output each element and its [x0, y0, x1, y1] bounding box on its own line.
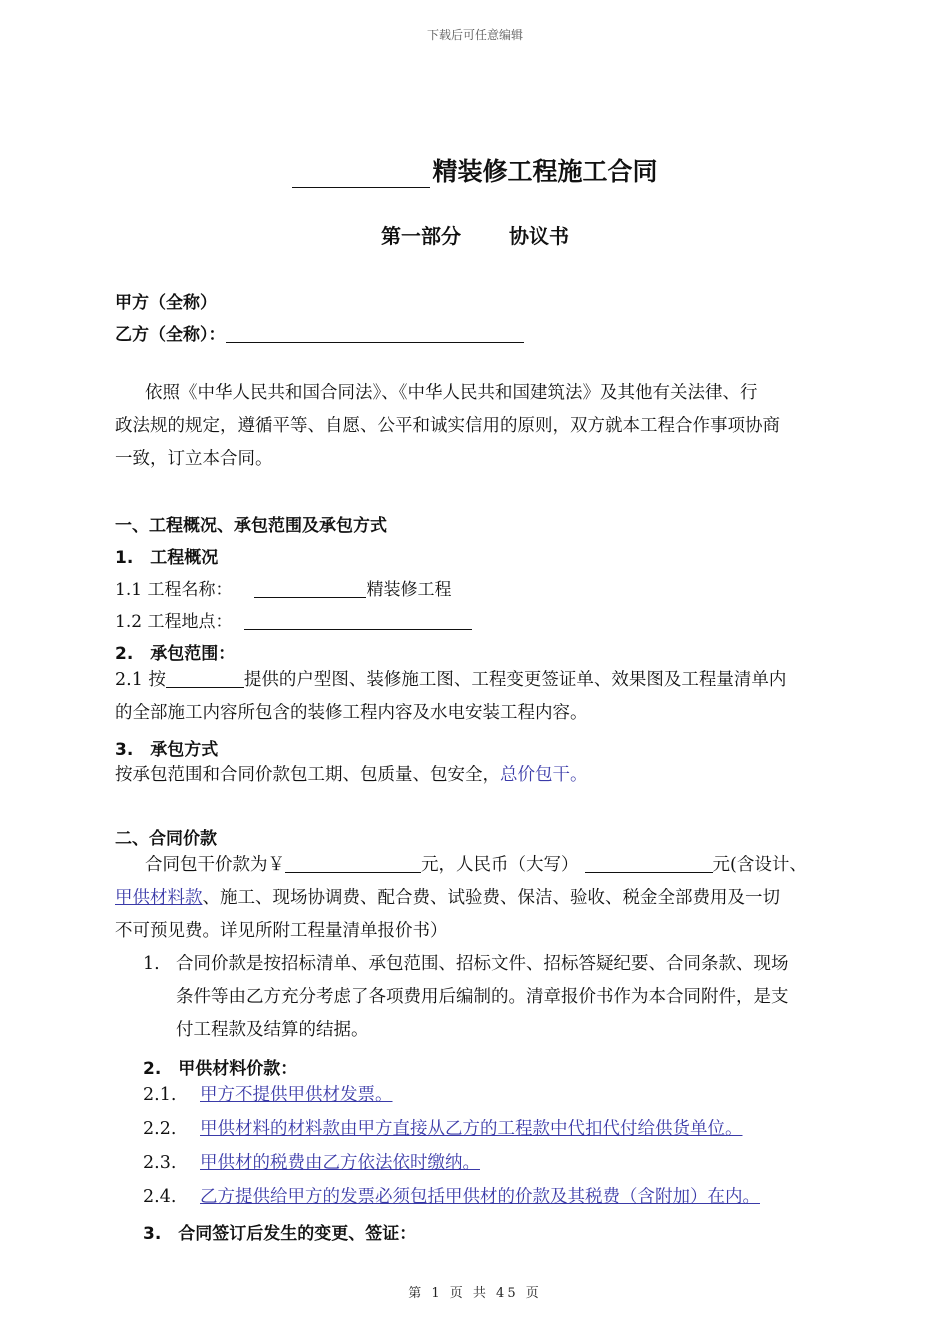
sub-2-4-text: 乙方提供给甲方的发票必须包括甲供材的价款及其税费（含附加）在内。	[200, 1187, 760, 1207]
clause-1-line-1: 合同价款是按招标清单、承包范围、招标文件、招标答疑纪要、合同条款、现场	[176, 954, 789, 974]
sub-2-4-number: 2.4.	[143, 1187, 177, 1207]
project-name-row	[115, 575, 451, 600]
contract-mode-text: 按承包范围和合同价款包工期、包质量、包安全，	[115, 765, 500, 785]
page-footer: 第 1 页 共 45 页	[408, 1286, 542, 1301]
scope-line-1	[115, 664, 786, 697]
scope-blank-line	[166, 669, 244, 688]
title-text: 精装修工程施工合同	[432, 157, 658, 186]
project-site-row	[115, 607, 472, 632]
project-site-label: 1.2 工程地点：	[115, 612, 233, 632]
project-name-label: 1.1 工程名称：	[115, 580, 233, 600]
contract-mode-line	[115, 759, 588, 792]
clause-2-heading: 2. 甲供材料价款：	[143, 1059, 298, 1079]
section-1-heading: 一、工程概况、承包范围及承包方式	[115, 516, 387, 536]
sub-2-2-text: 甲供材料的材料款由甲方直接从乙方的工程款中代扣代付给供货单位。	[200, 1119, 743, 1139]
clause-3-heading: 3. 合同签订后发生的变更、签证：	[143, 1224, 417, 1244]
party-b-row	[115, 320, 524, 345]
sub-2-1-number: 2.1.	[143, 1085, 177, 1105]
sub-2-3-number: 2.3.	[143, 1153, 177, 1173]
scope-prefix: 2.1 按	[115, 670, 166, 690]
price-line-2	[115, 882, 780, 915]
part-subtitle	[0, 220, 950, 249]
sub-2-1-text: 甲方不提供甲供材发票。	[200, 1085, 393, 1105]
clause-1-number: 1.	[143, 954, 160, 974]
price-label-a: 合同包干价款为￥	[145, 855, 285, 875]
section-2-heading: 二、合同价款	[115, 829, 217, 849]
party-b-label: 乙方（全称）：	[115, 325, 226, 345]
party-a-label: 甲方（全称）	[115, 293, 217, 313]
project-site-blank-line	[244, 611, 472, 630]
party-b-blank-line	[226, 324, 524, 343]
clause-1-line-3: 付工程款及结算的结据。	[176, 1020, 369, 1040]
part-number: 第一部分	[381, 224, 461, 248]
part-name: 协议书	[509, 224, 569, 248]
clause-1-line-2: 条件等由乙方充分考虑了各项费用后编制的。清章报价书作为本合同附件，是支	[176, 987, 789, 1007]
sub-2-3-text: 甲供材的税费由乙方依法依时缴纳。	[200, 1153, 480, 1173]
scope-text: 提供的户型图、装修施工图、工程变更签证单、效果图及工程量清单内	[243, 670, 787, 690]
intro-line-3: 一致，订立本合同。	[115, 449, 273, 469]
price-line-1	[145, 849, 807, 882]
title-blank-line	[292, 163, 430, 188]
document-title	[0, 152, 950, 188]
owner-supplied-material-link[interactable]: 甲供材料款	[115, 888, 203, 908]
sub-2-2-number: 2.2.	[143, 1119, 177, 1139]
section-1-item-2: 2. 承包范围：	[115, 644, 236, 664]
scope-line-2: 的全部施工内容所包含的装修工程内容及水电安装工程内容。	[115, 703, 588, 723]
price-line-3: 不可预见费。详见所附工程量清单报价书）	[115, 921, 448, 941]
price-line-2-text: 、施工、现场协调费、配合费、试验费、保洁、验收、税金全部费用及一切	[202, 888, 780, 908]
price-label-b: 元，人民币（大写）	[421, 855, 579, 875]
section-1-item-1: 1. 工程概况	[115, 548, 219, 568]
project-name-blank-line	[254, 579, 366, 598]
section-1-item-3: 3. 承包方式	[115, 740, 219, 760]
price-label-c: 元(含设计、	[712, 855, 807, 875]
intro-line-1: 依照《中华人民共和国合同法》、《中华人民共和国建筑法》及其他有关法律、行	[145, 383, 758, 403]
price-amount-blank	[285, 854, 421, 873]
price-words-blank	[585, 854, 713, 873]
intro-line-2: 政法规的规定，遵循平等、自愿、公平和诚实信用的原则，双方就本工程合作事项协商	[115, 416, 780, 436]
project-name-suffix: 精装修工程	[366, 580, 452, 600]
page-header-note: 下载后可任意编辑	[426, 28, 523, 42]
contract-mode-blue: 总价包干。	[500, 765, 588, 785]
